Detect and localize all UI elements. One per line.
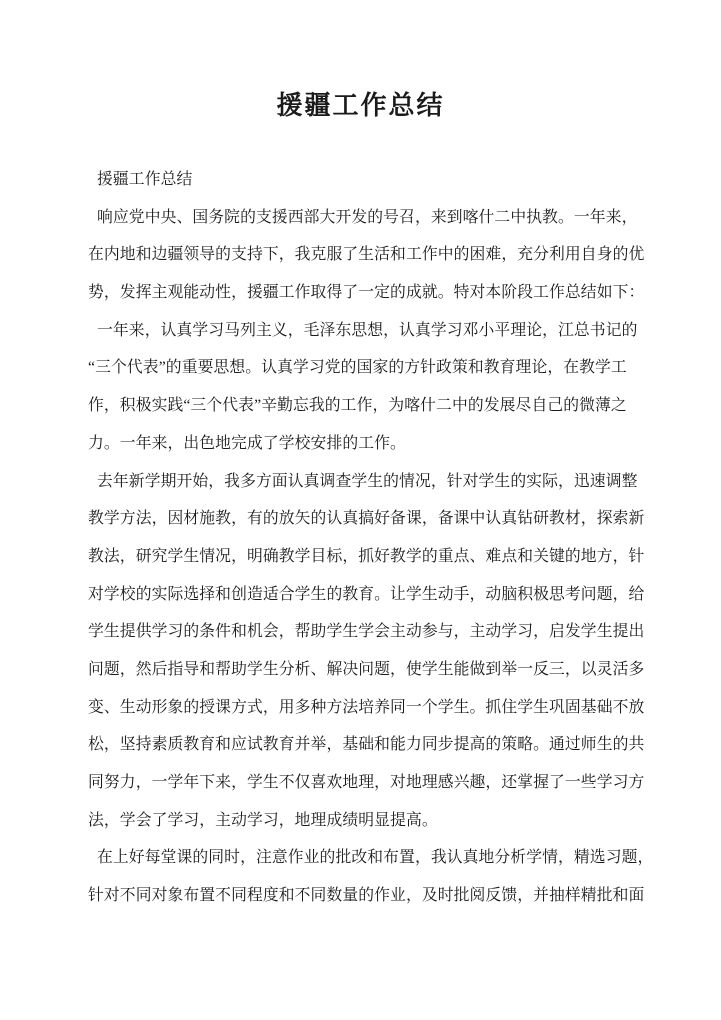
- text-line: 变、生动形象的授课方式，用多种方法培养同一个学生。抓住学生巩固基础不放: [88, 698, 645, 716]
- paragraph: [88, 161, 648, 199]
- text-line: 松，坚持素质教育和应试教育并举，基础和能力同步提高的策略。通过师生的共: [88, 736, 645, 754]
- paragraph: [88, 839, 654, 914]
- document-title: 援疆工作总结: [276, 91, 445, 120]
- document-body: [88, 161, 654, 915]
- text-line: 同努力，一学年下来，学生不仅喜欢地理，对地理感兴趣，还掌握了一些学习方: [88, 774, 645, 791]
- text-line: 在内地和边疆领导的支持下，我克服了生活和工作中的困难，充分利用自身的优: [88, 246, 645, 264]
- text-line: 教法，研究学生情况，明确教学目标，抓好教学的重点、难点和关键的地方，针: [88, 547, 645, 565]
- text-line: 在上好每堂课的同时，注意作业的批改和布置，我认真地分析学情，精选习题，: [97, 849, 654, 867]
- text-line: 法，学会了学习，主动学习，地理成绩明显提高。: [88, 811, 438, 829]
- text-line: “三个代表”的重要思想。认真学习党的国家的方针政策和教育理论，在教学工: [88, 359, 627, 377]
- text-line: 势，发挥主观能动性，援疆工作取得了一定的成就。特对本阶段工作总结如下：: [88, 284, 645, 302]
- paragraph: [88, 463, 648, 840]
- text-line: 问题，然后指导和帮助学生分析、解决问题，使学生能做到举一反三，以灵活多: [88, 660, 645, 678]
- text-line: 对学校的实际选择和创造适合学生的教育。让学生动手，动脑积极思考问题，给: [88, 585, 645, 603]
- text-line: 针对不同对象布置不同程度和不同数量的作业，及时批阅反馈，并抽样精批和面: [88, 887, 645, 905]
- text-line: 力。一年来，出色地完成了学校安排的工作。: [88, 434, 406, 452]
- text-line: 学生提供学习的条件和机会，帮助学生学会主动参与，主动学习，启发学生提出: [88, 623, 645, 641]
- text-line: 援疆工作总结: [97, 171, 193, 188]
- text-line: 作，积极实践“三个代表”辛勤忘我的工作，为喀什二中的发展尽自己的微薄之: [88, 397, 627, 415]
- paragraph: [88, 199, 648, 312]
- text-line: 教学方法，因材施教，有的放矢的认真搞好备课，备课中认真钻研教材，探索新: [88, 510, 645, 528]
- paragraph: [88, 312, 648, 463]
- text-line: 去年新学期开始，我多方面认真调查学生的情况，针对学生的实际，迅速调整: [97, 472, 638, 490]
- text-line: 一年来，认真学习马列主义，毛泽东思想，认真学习邓小平理论，江总书记的: [97, 321, 638, 339]
- text-line: 响应党中央、国务院的支援西部大开发的号召，来到喀什二中执教。一年来，: [97, 208, 638, 226]
